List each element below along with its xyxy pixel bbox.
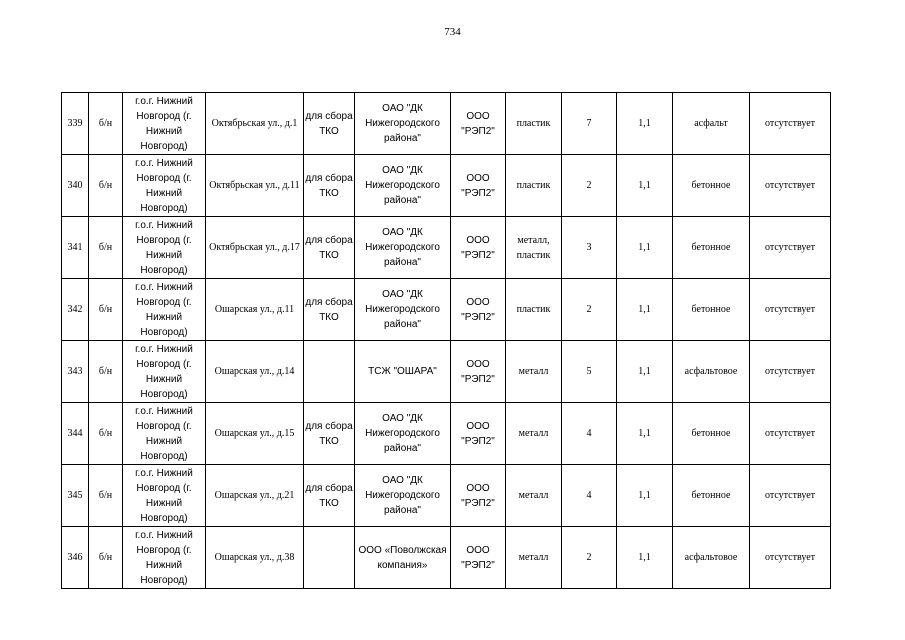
- cell-house: б/н: [89, 465, 123, 527]
- cell-settlement: г.о.г. Нижний Новгород (г. Нижний Новгород): [123, 527, 206, 589]
- cell-count: 5: [562, 341, 617, 403]
- cell-volume: 1,1: [617, 93, 673, 155]
- cell-house: б/н: [89, 279, 123, 341]
- cell-address: Ошарская ул., д.15: [206, 403, 304, 465]
- cell-count: 2: [562, 279, 617, 341]
- cell-operator: ООО "РЭП2": [451, 403, 506, 465]
- cell-operator: ООО "РЭП2": [451, 279, 506, 341]
- cell-address: Ошарская ул., д.21: [206, 465, 304, 527]
- cell-settlement: г.о.г. Нижний Новгород (г. Нижний Новгород): [123, 155, 206, 217]
- cell-number: 339: [62, 93, 89, 155]
- cell-owner: ОАО "ДК Нижегородского района": [355, 279, 451, 341]
- cell-address: Ошарская ул., д.38: [206, 527, 304, 589]
- cell-operator: ООО "РЭП2": [451, 155, 506, 217]
- waste-sites-table: [61, 92, 831, 589]
- cell-volume: 1,1: [617, 341, 673, 403]
- cell-material: пластик: [506, 93, 562, 155]
- cell-operator: ООО "РЭП2": [451, 93, 506, 155]
- cell-material: пластик: [506, 279, 562, 341]
- cell-operator: ООО "РЭП2": [451, 341, 506, 403]
- cell-fence: отсутствует: [750, 341, 831, 403]
- cell-volume: 1,1: [617, 403, 673, 465]
- cell-settlement: г.о.г. Нижний Новгород (г. Нижний Новгород): [123, 93, 206, 155]
- table-row: [62, 279, 831, 341]
- cell-settlement: г.о.г. Нижний Новгород (г. Нижний Новгород): [123, 465, 206, 527]
- cell-material: металл: [506, 465, 562, 527]
- cell-owner: ОАО "ДК Нижегородского района": [355, 155, 451, 217]
- cell-owner: ОАО "ДК Нижегородского района": [355, 465, 451, 527]
- page-number: 734: [444, 26, 461, 38]
- table-row: [62, 527, 831, 589]
- cell-surface: бетонное: [673, 217, 750, 279]
- cell-number: 344: [62, 403, 89, 465]
- cell-house: б/н: [89, 155, 123, 217]
- cell-count: 2: [562, 527, 617, 589]
- cell-material: металл: [506, 527, 562, 589]
- table-row: [62, 403, 831, 465]
- cell-settlement: г.о.г. Нижний Новгород (г. Нижний Новгород): [123, 217, 206, 279]
- cell-fence: отсутствует: [750, 217, 831, 279]
- cell-owner: ОАО "ДК Нижегородского района": [355, 217, 451, 279]
- cell-material: металл, пластик: [506, 217, 562, 279]
- cell-owner: ТСЖ "ОШАРА": [355, 341, 451, 403]
- cell-material: пластик: [506, 155, 562, 217]
- cell-purpose: для сбора ТКО: [304, 279, 355, 341]
- cell-house: б/н: [89, 527, 123, 589]
- cell-purpose: для сбора ТКО: [304, 403, 355, 465]
- cell-count: 4: [562, 465, 617, 527]
- cell-material: металл: [506, 403, 562, 465]
- cell-purpose: для сбора ТКО: [304, 93, 355, 155]
- cell-material: металл: [506, 341, 562, 403]
- cell-fence: отсутствует: [750, 527, 831, 589]
- cell-fence: отсутствует: [750, 465, 831, 527]
- cell-purpose: [304, 341, 355, 403]
- cell-count: 4: [562, 403, 617, 465]
- cell-owner: ОАО "ДК Нижегородского района": [355, 403, 451, 465]
- cell-operator: ООО "РЭП2": [451, 527, 506, 589]
- cell-volume: 1,1: [617, 527, 673, 589]
- cell-address: Ошарская ул., д.11: [206, 279, 304, 341]
- cell-volume: 1,1: [617, 279, 673, 341]
- cell-number: 345: [62, 465, 89, 527]
- cell-surface: асфальтовое: [673, 527, 750, 589]
- cell-purpose: для сбора ТКО: [304, 155, 355, 217]
- cell-house: б/н: [89, 403, 123, 465]
- cell-number: 342: [62, 279, 89, 341]
- cell-house: б/н: [89, 217, 123, 279]
- table-row: [62, 341, 831, 403]
- cell-address: Октябрьская ул., д.17: [206, 217, 304, 279]
- cell-operator: ООО "РЭП2": [451, 217, 506, 279]
- cell-number: 341: [62, 217, 89, 279]
- cell-operator: ООО "РЭП2": [451, 465, 506, 527]
- cell-house: б/н: [89, 341, 123, 403]
- cell-owner: ООО «Поволжская компания»: [355, 527, 451, 589]
- cell-fence: отсутствует: [750, 93, 831, 155]
- cell-fence: отсутствует: [750, 403, 831, 465]
- cell-purpose: [304, 527, 355, 589]
- cell-surface: бетонное: [673, 403, 750, 465]
- cell-owner: ОАО "ДК Нижегородского района": [355, 93, 451, 155]
- cell-surface: асфальтовое: [673, 341, 750, 403]
- cell-surface: бетонное: [673, 465, 750, 527]
- table-row: [62, 465, 831, 527]
- table-row: [62, 93, 831, 155]
- cell-count: 7: [562, 93, 617, 155]
- cell-volume: 1,1: [617, 465, 673, 527]
- cell-surface: бетонное: [673, 155, 750, 217]
- cell-purpose: для сбора ТКО: [304, 217, 355, 279]
- cell-volume: 1,1: [617, 155, 673, 217]
- cell-surface: асфальт: [673, 93, 750, 155]
- table-row: [62, 217, 831, 279]
- cell-address: Ошарская ул., д.14: [206, 341, 304, 403]
- cell-number: 343: [62, 341, 89, 403]
- cell-settlement: г.о.г. Нижний Новгород (г. Нижний Новгород): [123, 341, 206, 403]
- table-row: [62, 155, 831, 217]
- cell-purpose: для сбора ТКО: [304, 465, 355, 527]
- cell-volume: 1,1: [617, 217, 673, 279]
- cell-fence: отсутствует: [750, 155, 831, 217]
- cell-surface: бетонное: [673, 279, 750, 341]
- table-body: [62, 93, 831, 589]
- cell-fence: отсутствует: [750, 279, 831, 341]
- cell-count: 3: [562, 217, 617, 279]
- cell-number: 340: [62, 155, 89, 217]
- cell-count: 2: [562, 155, 617, 217]
- cell-settlement: г.о.г. Нижний Новгород (г. Нижний Новгород): [123, 403, 206, 465]
- cell-settlement: г.о.г. Нижний Новгород (г. Нижний Новгород): [123, 279, 206, 341]
- cell-house: б/н: [89, 93, 123, 155]
- cell-number: 346: [62, 527, 89, 589]
- cell-address: Октябрьская ул., д.1: [206, 93, 304, 155]
- cell-address: Октябрьская ул., д.11: [206, 155, 304, 217]
